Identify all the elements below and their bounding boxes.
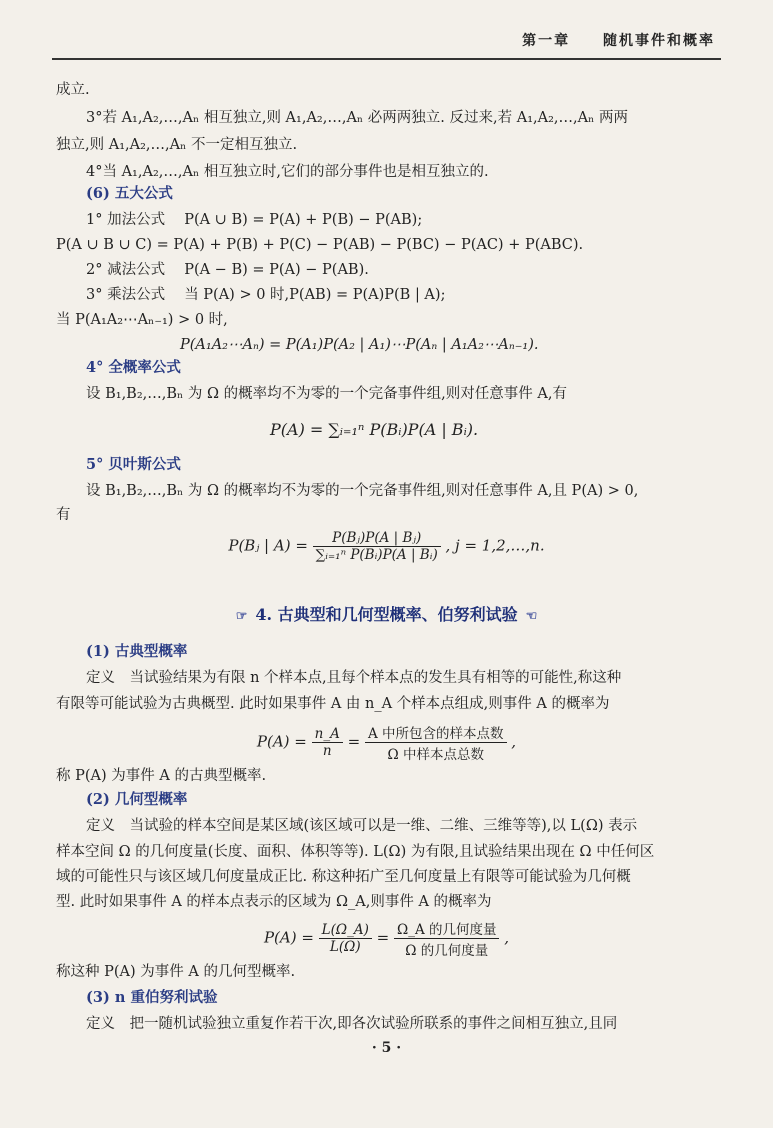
definition-line: 型. 此时如果事件 A 的样本点表示的区域为 Ω_A,则事件 A 的概率为 [56,894,492,910]
bayes-denominator: ∑ᵢ₌₁ⁿ P(Bᵢ)P(A | Bᵢ) [315,547,438,563]
geo-fraction-2 [394,918,499,959]
text-line: 成立. [56,82,90,98]
definition-line: 定义 当试验结果为有限 n 个样本点,且每个样本点的发生具有相等的可能性,称这种 [86,670,622,686]
section-title: 4. 古典型和几何型概率、伯努利试验 [255,605,518,624]
classic-lhs: P(A) = [256,732,312,751]
bayes-fraction [313,530,441,563]
classic-numerator-1: n_A [312,726,343,743]
subsection-heading: (1) 古典型概率 [86,643,188,660]
bayes-lhs: P(Bⱼ | A) = [228,536,313,555]
geometric-probability-formula [0,918,773,959]
definition-line: 定义 当试验的样本空间是某区域(该区域可以是一维、二维、三维等等),以 L(Ω) 表示 [86,818,638,834]
classic-fraction-1 [312,726,343,759]
text-line: 有 [56,507,71,523]
subsection-heading: (6) 五大公式 [86,185,173,202]
geo-numerator-2: Ω_A 的几何度量 [394,918,499,939]
definition-line: 样本空间 Ω 的几何度量(长度、面积、体积等等). L(Ω) 为有限,且试验结果出现在 Ω 中任何区 [56,844,655,860]
text-line: 称这种 P(A) 为事件 A 的几何型概率. [56,964,296,980]
classic-fraction-2 [365,722,507,763]
formula-line: P(A₁A₂⋯Aₙ) = P(A₁)P(A₂ | A₁)⋯P(Aₙ | A₁A₂⋯Aₙ₋₁). [180,337,539,353]
geo-fraction-1 [319,922,372,955]
pointing-hand-icon: ☜ [525,609,538,624]
running-header [522,30,715,50]
subsection-heading: (3) n 重伯努利试验 [86,989,218,1006]
bayes-formula [0,530,773,563]
text-line: 独立,则 A₁,A₂,…,Aₙ 不一定相互独立. [56,137,298,153]
formula-line: 2° 减法公式 P(A − B) = P(A) − P(AB). [86,262,369,278]
definition-line: 定义 把一随机试验独立重复作若干次,即各次试验所联系的事件之间相互独立,且同 [86,1016,618,1032]
pointing-hand-icon: ☞ [235,609,248,624]
section-heading [0,602,773,625]
text-line: 4°当 A₁,A₂,…,Aₙ 相互独立时,它们的部分事件也是相互独立的. [86,164,489,180]
classic-denominator-1: n [322,743,332,759]
geo-denominator-1: L(Ω) [329,939,361,955]
formula-line: 当 P(A₁A₂⋯Aₙ₋₁) > 0 时, [56,312,228,328]
header-rule [52,58,721,60]
formula-line: 3° 乘法公式 当 P(A) > 0 时,P(AB) = P(A)P(B | A); [86,287,446,303]
classic-numerator-2: A 中所包含的样本点数 [365,722,507,743]
classic-equals: = [347,732,365,751]
geo-end: , [504,928,510,947]
definition-line: 有限等可能试验为古典概型. 此时如果事件 A 由 n_A 个样本点组成,则事件 A 的概率为 [56,696,610,712]
page-number: · 5 · [371,1040,402,1056]
text-line: 设 B₁,B₂,…,Bₙ 为 Ω 的概率均不为零的一个完备事件组,则对任意事件 A,且 P(A) > 0, [86,483,639,499]
subsection-heading: 4° 全概率公式 [86,359,181,376]
bayes-numerator: P(Bⱼ)P(A | Bⱼ) [313,530,441,547]
definition-line: 域的可能性只与该区域几何度量成正比. 称这种拓广至几何度量上有限等可能试验为几何概 [56,869,631,885]
total-probability-formula: P(A) = ∑ᵢ₌₁ⁿ P(Bᵢ)P(A | Bᵢ). [270,420,479,439]
geo-numerator-1: L(Ω_A) [319,922,372,939]
geo-equals: = [376,928,394,947]
classic-denominator-2: Ω 中样本点总数 [387,747,484,763]
text-line: 称 P(A) 为事件 A 的古典型概率. [56,768,267,784]
chapter-label: 第一章 [522,33,571,49]
formula-line: P(A ∪ B ∪ C) = P(A) + P(B) + P(C) − P(AB) − P(BC) − P(AC) + P(ABC). [56,237,584,253]
chapter-title: 随机事件和概率 [603,33,715,49]
subsection-heading: 5° 贝叶斯公式 [86,456,181,473]
text-line: 设 B₁,B₂,…,Bₙ 为 Ω 的概率均不为零的一个完备事件组,则对任意事件 A,有 [86,386,567,402]
classic-end: , [511,732,517,751]
bayes-rhs: , j = 1,2,…,n. [445,536,545,555]
subsection-heading: (2) 几何型概率 [86,791,188,808]
geo-lhs: P(A) = [263,928,319,947]
geo-denominator-2: Ω 的几何度量 [405,943,489,959]
classic-probability-formula [0,722,773,763]
formula-line: 1° 加法公式 P(A ∪ B) = P(A) + P(B) − P(AB); [86,212,423,228]
text-line: 3°若 A₁,A₂,…,Aₙ 相互独立,则 A₁,A₂,…,Aₙ 必两两独立. 反过来,若 A₁,A₂,…,Aₙ 两两 [86,110,628,126]
